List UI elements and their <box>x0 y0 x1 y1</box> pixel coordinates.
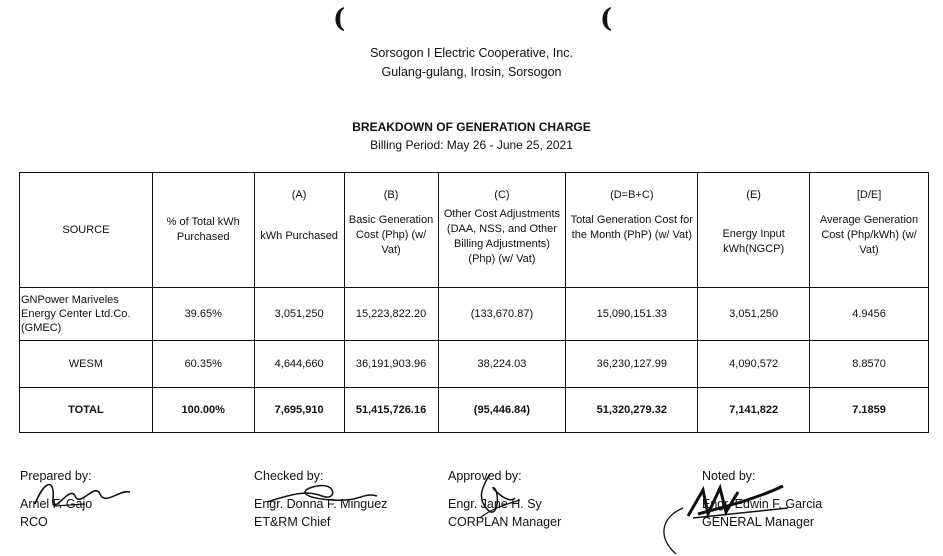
table-total-row <box>20 388 929 433</box>
signatory-name: Engr. Donna F. Minguez <box>254 497 388 511</box>
table-row <box>20 288 929 341</box>
cell-kwh: 4,644,660 <box>254 341 344 388</box>
signatory-caption: Noted by: <box>702 469 756 483</box>
cell-average: 8.8570 <box>810 341 929 388</box>
header-percent: % of Total kWh Purchased <box>152 173 254 288</box>
signature-scribble-approved <box>460 470 540 522</box>
header-other-cost-adjustments: (C) Other Cost Adjustments (DAA, NSS, and Other Billing Adjustments) (Php) (w/ Vat) <box>438 173 566 288</box>
cell-other: (95,446.84) <box>438 388 566 433</box>
cell-kwh: 3,051,250 <box>254 288 344 341</box>
signatory-name: Arnel F. Gajo <box>20 497 93 511</box>
billing-period: Billing Period: May 26 - June 25, 2021 <box>370 138 573 152</box>
signatory-role: ET&RM Chief <box>254 515 331 529</box>
signatory-caption: Prepared by: <box>20 469 92 483</box>
signature-scribble-checked <box>262 472 382 508</box>
signatory-name: Engr. Jane H. Sy <box>448 497 542 511</box>
header-total-generation-cost: (D=B+C) Total Generation Cost for the Month (PhP) (w/ Vat) <box>566 173 698 288</box>
cell-energy: 7,141,822 <box>698 388 810 433</box>
signatory-caption: Checked by: <box>254 469 324 483</box>
cell-other: (133,670.87) <box>438 288 566 341</box>
cell-energy: 3,051,250 <box>698 288 810 341</box>
cell-energy: 4,090,572 <box>698 341 810 388</box>
org-name: Sorsogon I Electric Cooperative, Inc. <box>370 46 573 60</box>
left-logo-mark: ( <box>333 4 346 34</box>
cell-basic: 15,223,822.20 <box>344 288 438 341</box>
cell-average: 4.9456 <box>810 288 929 341</box>
signatory-caption: Approved by: <box>448 469 522 483</box>
cell-basic: 51,415,726.16 <box>344 388 438 433</box>
table-row <box>20 341 929 388</box>
organization-header <box>0 44 943 82</box>
signatory-role: RCO <box>20 515 48 529</box>
cell-total: 51,320,279.32 <box>566 388 698 433</box>
cell-percent: 60.35% <box>152 341 254 388</box>
header-energy-input: (E) Energy Input kWh(NGCP) <box>698 173 810 288</box>
cell-basic: 36,191,903.96 <box>344 341 438 388</box>
header-source: SOURCE <box>20 173 153 288</box>
generation-charge-table <box>19 172 929 433</box>
cell-percent: 39.65% <box>152 288 254 341</box>
right-logo-mark: ( <box>600 4 613 34</box>
signature-scribble-prepared <box>25 474 135 514</box>
header-kwh-purchased: (A) kWh Purchased <box>254 173 344 288</box>
cell-other: 38,224.03 <box>438 341 566 388</box>
cell-source: WESM <box>20 341 153 388</box>
signatory-role: GENERAL Manager <box>702 515 815 529</box>
table-header-row <box>20 173 929 288</box>
cell-percent: 100.00% <box>152 388 254 433</box>
org-address: Gulang-gulang, Irosin, Sorsogon <box>381 65 562 79</box>
cell-source: TOTAL <box>20 388 153 433</box>
cell-kwh: 7,695,910 <box>254 388 344 433</box>
header-basic-generation-cost: (B) Basic Generation Cost (Php) (w/ Vat) <box>344 173 438 288</box>
document-title: BREAKDOWN OF GENERATION CHARGE <box>352 120 591 134</box>
signature-scribble-noted <box>648 478 808 556</box>
cell-average: 7.1859 <box>810 388 929 433</box>
cell-total: 15,090,151.33 <box>566 288 698 341</box>
signatory-name: Engr. Edwin F. Garcia <box>702 497 823 511</box>
cell-total: 36,230,127.99 <box>566 341 698 388</box>
header-average-generation-cost: [D/E] Average Generation Cost (Php/kWh) (w/ Vat) <box>810 173 929 288</box>
cell-source: GNPower Mariveles Energy Center Ltd.Co. (GMEC) <box>20 288 153 341</box>
signatory-role: CORPLAN Manager <box>448 515 562 529</box>
